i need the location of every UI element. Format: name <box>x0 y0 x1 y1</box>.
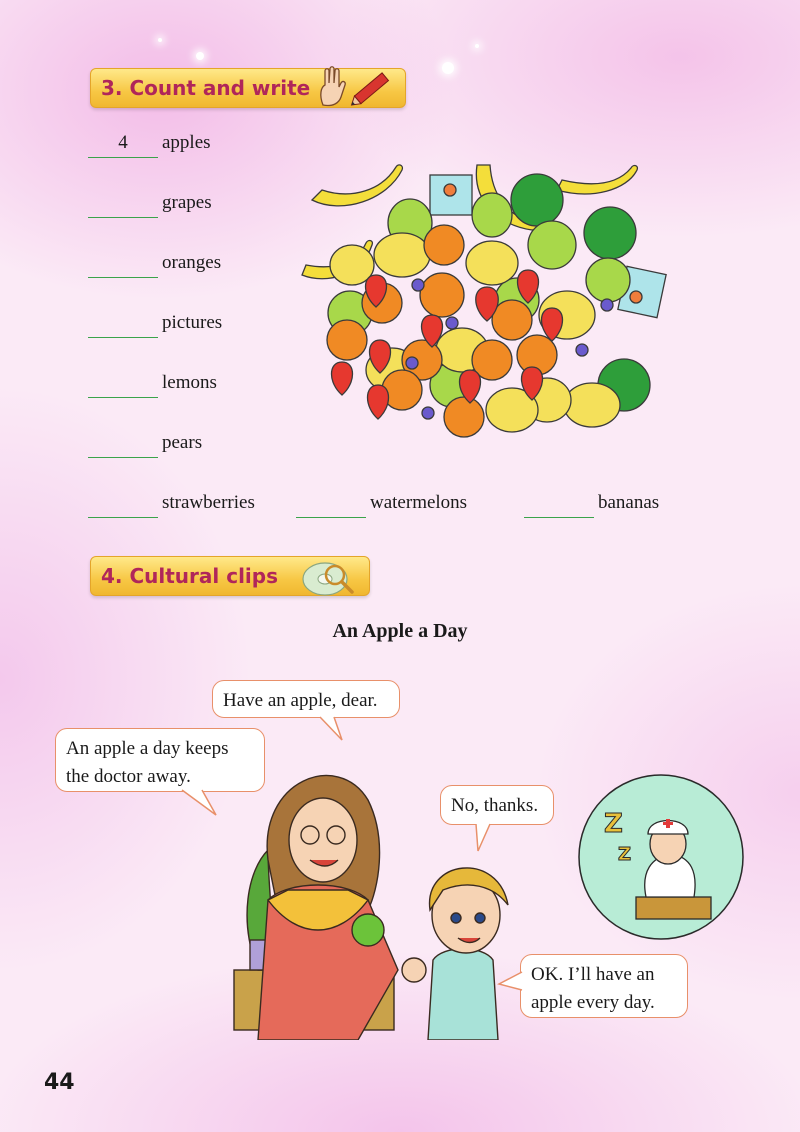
answer-blank[interactable] <box>88 192 158 218</box>
answer-blank[interactable] <box>296 492 366 518</box>
item-label: lemons <box>162 372 217 393</box>
section-title: 4. Cultural clips <box>101 564 279 588</box>
count-item-grapes <box>88 192 288 218</box>
count-item-apples <box>88 132 288 158</box>
bubble-text: Have an apple, dear. <box>223 690 378 711</box>
item-label: pictures <box>162 312 223 333</box>
bubble-text: apple every day. <box>531 992 655 1013</box>
count-item-strawberries <box>88 492 288 518</box>
sparkle-decoration <box>196 52 204 60</box>
cultural-clips-banner <box>90 556 370 596</box>
sparkle-decoration <box>442 62 454 74</box>
count-item-oranges <box>88 252 288 278</box>
page-number: 44 <box>44 1070 75 1095</box>
answer-blank[interactable] <box>88 252 158 278</box>
bubble-text: An apple a day keeps <box>66 738 229 759</box>
count-item-pictures <box>88 312 288 338</box>
answer-blank[interactable] <box>524 492 594 518</box>
answer-blank[interactable] <box>88 372 158 398</box>
item-label: strawberries <box>162 492 255 513</box>
svg-text:Z: Z <box>604 809 623 839</box>
bubble-tail <box>180 789 220 819</box>
bubble-text: OK. I’ll have an <box>531 964 655 985</box>
answer-blank[interactable] <box>88 312 158 338</box>
count-item-watermelons <box>296 492 496 518</box>
story-title: An Apple a Day <box>332 620 468 642</box>
magnifier-disc-icon <box>297 555 361 599</box>
fruit-pile-illustration <box>292 145 672 445</box>
sleeping-doctor-illustration <box>576 772 746 942</box>
answer-blank[interactable]: 4 <box>88 132 158 158</box>
answer-blank[interactable] <box>88 492 158 518</box>
item-label: bananas <box>598 492 660 513</box>
item-label: pears <box>162 432 203 453</box>
item-label: apples <box>162 132 211 153</box>
section-title: 3. Count and write <box>101 76 311 100</box>
bubble-tail <box>318 716 348 742</box>
item-label: grapes <box>162 192 212 213</box>
svg-text:Z: Z <box>618 844 632 865</box>
sparkle-decoration <box>158 38 162 42</box>
item-label: oranges <box>162 252 222 273</box>
speech-bubble-boy-ok <box>520 954 688 1018</box>
sparkle-decoration <box>475 44 479 48</box>
mother-and-boy-illustration <box>228 740 528 1040</box>
count-item-bananas <box>524 492 684 518</box>
item-label: watermelons <box>370 492 468 513</box>
count-item-pears <box>88 432 288 458</box>
count-and-write-banner <box>90 68 406 108</box>
bubble-text: No, thanks. <box>451 795 539 816</box>
bubble-text: the doctor away. <box>66 766 191 787</box>
hand-and-pencil-icon <box>317 65 397 109</box>
count-item-lemons <box>88 372 288 398</box>
speech-bubble-mother <box>212 680 400 718</box>
answer-blank[interactable] <box>88 432 158 458</box>
